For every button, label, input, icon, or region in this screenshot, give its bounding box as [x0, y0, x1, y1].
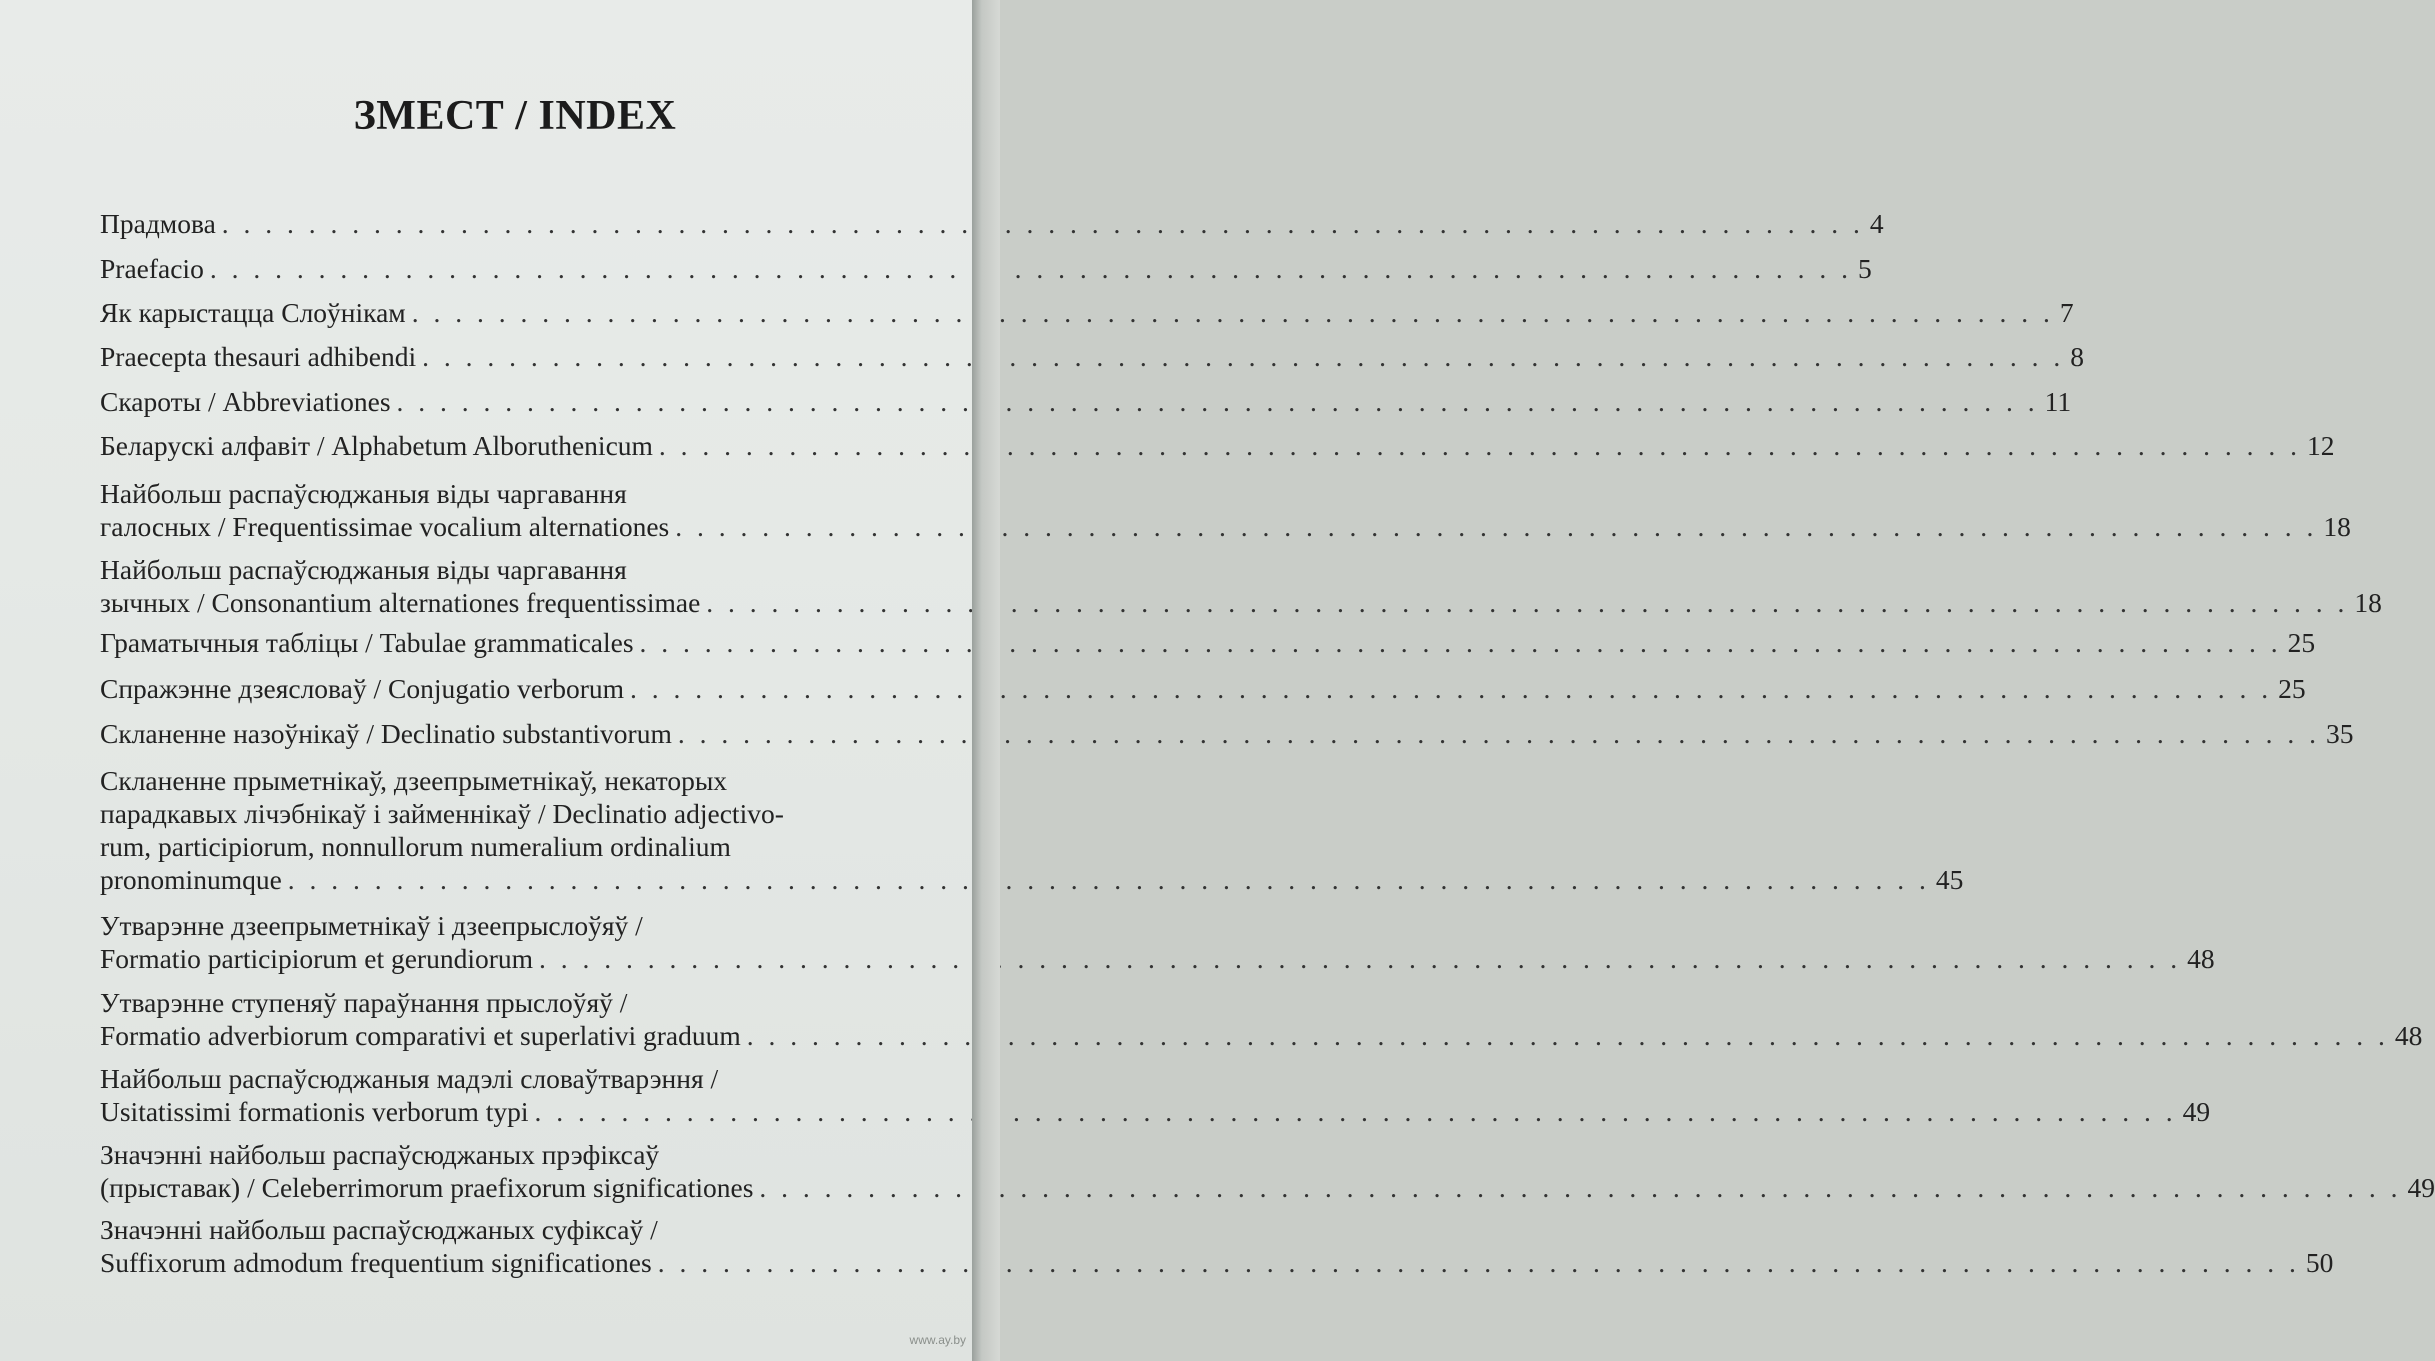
- toc-entry: [100, 764, 1964, 896]
- toc-entry-title: Значэнні найбольш распаўсюджаных суфіксаў /: [100, 1214, 658, 1245]
- toc-entry: [100, 1138, 2435, 1204]
- toc-entry-line: [100, 586, 2382, 619]
- toc-entry-title: Formatio adverbiorum comparativi et superlativi graduum: [100, 1020, 741, 1051]
- toc-entry-line: [100, 252, 1872, 285]
- toc-entry-line: [100, 296, 2074, 329]
- toc-entry-title: (прыставак) / Celeberrimorum praefixorum significationes: [100, 1172, 754, 1203]
- toc-entry: [100, 385, 2072, 418]
- dot-leader: [535, 1095, 2177, 1128]
- dot-leader: [640, 626, 2282, 659]
- toc-entry-line: [100, 429, 2335, 462]
- toc-entry-line: [100, 1246, 2334, 1279]
- toc-entry-title: Скланенне прыметнікаў, дзеепрыметнікаў, некаторых: [100, 765, 728, 796]
- toc-entry-line: [100, 672, 2306, 705]
- toc-entry-title: Як карыстацца Слоўнікам: [100, 297, 406, 328]
- toc-page-number: 48: [2394, 1020, 2423, 1051]
- dot-leader: [288, 863, 1930, 896]
- toc-entry: [100, 477, 2351, 543]
- toc-entry-line: [100, 830, 920, 863]
- toc-entry: [100, 626, 2316, 659]
- toc-entry-title: Беларускі алфавіт / Alphabetum Alboruthenicum: [100, 430, 653, 461]
- toc-entry-line: [100, 1095, 2211, 1128]
- dot-leader: [678, 717, 2320, 750]
- page-edge: [972, 0, 1000, 1361]
- dot-leader: [210, 252, 1852, 285]
- toc-entry-line: [100, 510, 2351, 543]
- toc-entry-title: Скароты / Abbreviationes: [100, 386, 391, 417]
- toc-entry-line: [100, 340, 2084, 373]
- toc-page-number: 25: [2287, 627, 2316, 658]
- toc-entry: [100, 252, 1872, 285]
- toc-entry-line: [100, 385, 2072, 418]
- toc-entry: [100, 296, 2074, 329]
- toc-entry-line: [100, 942, 2215, 975]
- toc-entry: [100, 672, 2306, 705]
- toc-entry-line: [100, 477, 920, 510]
- toc-page-number: 5: [1857, 253, 1872, 284]
- dot-leader: [759, 1171, 2401, 1204]
- toc-entry-title: Найбольш распаўсюджаныя віды чаргавання: [100, 478, 627, 509]
- toc-entry: [100, 553, 2382, 619]
- dot-leader: [412, 296, 2054, 329]
- toc-entry-line: [100, 1062, 920, 1095]
- toc-entry-title: Praefacio: [100, 253, 204, 284]
- page-title: ЗМЕСТ / INDEX: [353, 93, 677, 139]
- toc-entry-line: [100, 909, 920, 942]
- toc-entry-title: Утварэнне ступеняў параўнання прыслоўяў /: [100, 987, 628, 1018]
- watermark: www.ay.by: [909, 1333, 966, 1347]
- toc-page-number: 7: [2059, 297, 2074, 328]
- toc-entry-title: Граматычныя табліцы / Tabulae grammaticales: [100, 627, 634, 658]
- toc-entry-title: парадкавых лічэбнікаў і займеннікаў / Declinatio adjectivo-: [100, 798, 784, 829]
- toc-page-number: 50: [2305, 1247, 2334, 1278]
- toc-entry-title: Прадмова: [100, 208, 216, 239]
- toc-entry-line: [100, 1138, 920, 1171]
- toc-entry-line: [100, 1171, 2435, 1204]
- toc-entry-line: [100, 717, 2354, 750]
- toc-entry-title: Скланенне назоўнікаў / Declinatio substantivorum: [100, 718, 672, 749]
- toc-entry-title: Usitatissimi formationis verborum typi: [100, 1096, 529, 1127]
- toc-entry-line: [100, 626, 2316, 659]
- toc-entry-title: Praecepta thesauri adhibendi: [100, 341, 417, 372]
- toc-page-number: 18: [2323, 511, 2351, 542]
- toc-entry: [100, 986, 2423, 1052]
- toc-page-number: 35: [2325, 718, 2354, 749]
- toc-page-number: 45: [1935, 864, 1964, 895]
- toc-entry-title: pronominumque: [100, 864, 282, 895]
- toc-entry: [100, 717, 2354, 750]
- dot-leader: [222, 207, 1864, 240]
- toc-entry-line: [100, 1019, 2423, 1052]
- toc-entry-line: [100, 764, 920, 797]
- toc-entry-line: [100, 797, 920, 830]
- toc-entry-title: Найбольш распаўсюджаныя мадэлі словаўтварэння /: [100, 1063, 719, 1094]
- toc-entry-title: Найбольш распаўсюджаныя віды чаргавання: [100, 554, 627, 585]
- dot-leader: [397, 385, 2039, 418]
- toc-page-number: 18: [2354, 587, 2382, 618]
- toc-entry-title: rum, participiorum, nonnullorum numeralium ordinalium: [100, 831, 731, 862]
- toc-entry: [100, 1062, 2211, 1128]
- dot-leader: [630, 672, 2272, 705]
- toc-entry: [100, 429, 2335, 462]
- toc-page-number: 4: [1869, 208, 1884, 239]
- toc-page-number: 12: [2307, 430, 2335, 461]
- dot-leader: [422, 340, 2064, 373]
- dot-leader: [659, 429, 2301, 462]
- toc-entry-line: [100, 863, 1964, 896]
- toc-page-number: 8: [2070, 341, 2084, 372]
- toc-page-number: 49: [2407, 1172, 2435, 1203]
- dot-leader: [706, 586, 2348, 619]
- toc-entry-title: Утварэнне дзеепрыметнікаў і дзеепрыслоўяў /: [100, 910, 643, 941]
- toc-entry: [100, 909, 2215, 975]
- toc-page-number: 48: [2187, 943, 2215, 974]
- toc-entry-title: Formatio participiorum et gerundiorum: [100, 943, 534, 974]
- dot-leader: [539, 942, 2181, 975]
- toc-entry-line: [100, 986, 920, 1019]
- toc-page-number: 49: [2182, 1096, 2211, 1127]
- toc-entry-line: [100, 207, 1884, 240]
- toc-entry-title: галосных / Frequentissimae vocalium alternationes: [100, 511, 670, 542]
- dot-leader: [675, 510, 2317, 543]
- toc-entry-title: Спражэнне дзеясловаў / Conjugatio verborum: [100, 673, 625, 704]
- toc-entry: [100, 1213, 2334, 1279]
- toc-entry-title: зычных / Consonantium alternationes frequentissimae: [100, 587, 701, 618]
- toc-entry-line: [100, 1213, 920, 1246]
- toc-entry: [100, 207, 1884, 240]
- toc-page-number: 11: [2044, 386, 2072, 417]
- toc-entry-title: Suffixorum admodum frequentium significationes: [100, 1247, 652, 1278]
- toc-entry-title: Значэнні найбольш распаўсюджаных прэфіксаў: [100, 1139, 660, 1170]
- dot-leader: [658, 1246, 2300, 1279]
- toc-entry: [100, 340, 2084, 373]
- toc-entry-line: [100, 553, 920, 586]
- toc-page-number: 25: [2278, 673, 2306, 704]
